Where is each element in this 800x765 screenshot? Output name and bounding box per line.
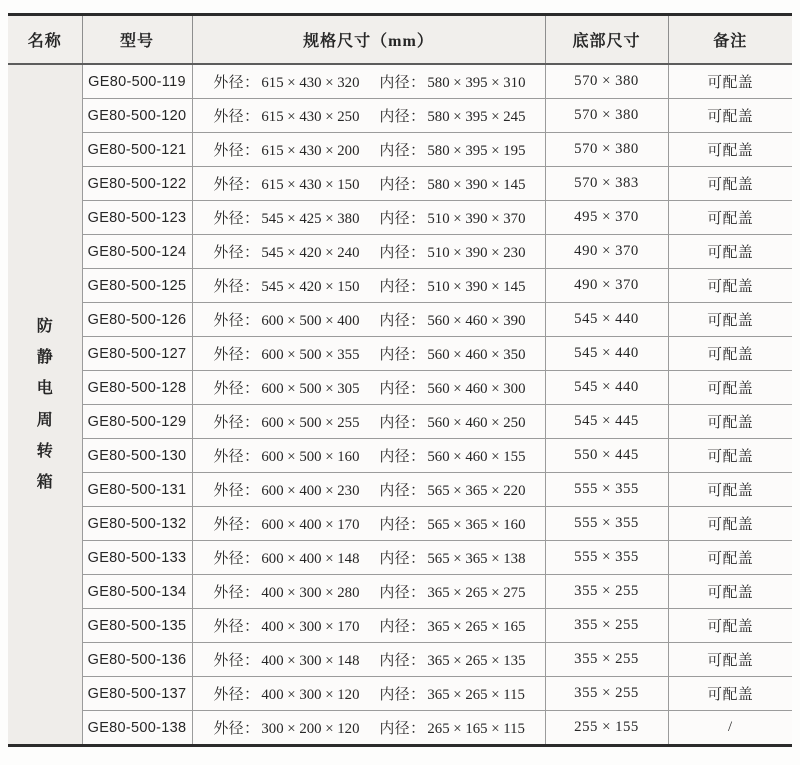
outer-dim-label: 外径：: [213, 177, 260, 193]
outer-dim-label: 外径：: [213, 211, 260, 227]
col-header-model: 型号: [82, 15, 192, 65]
table-row: [8, 303, 792, 337]
outer-dim-label: 外径：: [213, 313, 260, 329]
model-cell: GE80-500-128: [82, 371, 192, 405]
outer-dim-value: 400 × 300 × 170: [261, 619, 360, 635]
inner-dim-value: 580 × 390 × 145: [427, 177, 526, 193]
inner-dim-label: 内径：: [379, 381, 426, 397]
outer-dim-label: 外径：: [213, 483, 260, 499]
outer-dim-value: 615 × 430 × 200: [261, 143, 360, 159]
table-row: [8, 473, 792, 507]
outer-dim-value: 600 × 400 × 148: [261, 551, 360, 567]
inner-dim-value: 560 × 460 × 300: [427, 381, 526, 397]
inner-dim-value: 565 × 365 × 138: [427, 551, 526, 567]
inner-dim-label: 内径：: [379, 211, 426, 227]
outer-dim-value: 600 × 400 × 170: [261, 517, 360, 533]
outer-dim-value: 615 × 430 × 320: [261, 75, 360, 91]
table-row: [8, 677, 792, 711]
bottom-size-cell: 490 × 370: [545, 235, 668, 269]
inner-dim-value: 265 × 165 × 115: [427, 721, 525, 737]
inner-dim-label: 内径：: [379, 415, 426, 431]
model-cell: GE80-500-130: [82, 439, 192, 473]
inner-dim-label: 内径：: [379, 245, 426, 261]
bottom-size-cell: 490 × 370: [545, 269, 668, 303]
table-row: [8, 133, 792, 167]
inner-dim-value: 580 × 395 × 195: [427, 143, 526, 159]
outer-dim-value: 545 × 425 × 380: [261, 211, 360, 227]
table-row: [8, 201, 792, 235]
outer-dim-value: 545 × 420 × 150: [261, 279, 360, 295]
table-row: [8, 235, 792, 269]
inner-dim-value: 365 × 265 × 165: [427, 619, 526, 635]
model-cell: GE80-500-122: [82, 167, 192, 201]
inner-dim-label: 内径：: [379, 313, 426, 329]
outer-dim-value: 600 × 500 × 400: [261, 313, 360, 329]
inner-dim-value: 560 × 460 × 155: [427, 449, 526, 465]
model-cell: GE80-500-120: [82, 99, 192, 133]
inner-dim-value: 565 × 365 × 160: [427, 517, 526, 533]
inner-dim-label: 内径：: [379, 551, 426, 567]
note-cell: 可配盖: [668, 473, 792, 507]
inner-dim-label: 内径：: [379, 687, 426, 703]
table-row: [8, 643, 792, 677]
table-row: [8, 405, 792, 439]
inner-dim-label: 内径：: [379, 585, 426, 601]
table-row: [8, 371, 792, 405]
bottom-size-cell: 545 × 440: [545, 371, 668, 405]
note-cell: 可配盖: [668, 269, 792, 303]
bottom-size-cell: 555 × 355: [545, 507, 668, 541]
model-cell: GE80-500-137: [82, 677, 192, 711]
model-cell: GE80-500-119: [82, 64, 192, 99]
inner-dim-value: 365 × 265 × 135: [427, 653, 526, 669]
model-cell: GE80-500-124: [82, 235, 192, 269]
outer-dim-value: 600 × 500 × 255: [261, 415, 360, 431]
col-header-name: 名称: [8, 15, 82, 65]
inner-dim-label: 内径：: [379, 279, 426, 295]
table-row: [8, 609, 792, 643]
table-row: [8, 541, 792, 575]
model-cell: GE80-500-123: [82, 201, 192, 235]
header-row: [8, 15, 792, 65]
spec-cell: [192, 167, 545, 201]
note-cell: 可配盖: [668, 64, 792, 99]
inner-dim-value: 560 × 460 × 250: [427, 415, 526, 431]
inner-dim-value: 560 × 460 × 390: [427, 313, 526, 329]
spec-cell: [192, 64, 545, 99]
model-cell: GE80-500-126: [82, 303, 192, 337]
inner-dim-value: 510 × 390 × 370: [427, 211, 526, 227]
model-cell: GE80-500-138: [82, 711, 192, 746]
table-row: [8, 711, 792, 746]
outer-dim-value: 600 × 400 × 230: [261, 483, 360, 499]
spec-cell: [192, 439, 545, 473]
model-cell: GE80-500-127: [82, 337, 192, 371]
note-cell: 可配盖: [668, 541, 792, 575]
note-cell: 可配盖: [668, 677, 792, 711]
table-row: [8, 337, 792, 371]
table-row: [8, 167, 792, 201]
bottom-size-cell: 355 × 255: [545, 643, 668, 677]
inner-dim-value: 580 × 395 × 310: [427, 75, 526, 91]
note-cell: 可配盖: [668, 99, 792, 133]
outer-dim-label: 外径：: [213, 245, 260, 261]
inner-dim-value: 580 × 395 × 245: [427, 109, 526, 125]
bottom-size-cell: 550 × 445: [545, 439, 668, 473]
bottom-size-cell: 355 × 255: [545, 575, 668, 609]
outer-dim-label: 外径：: [213, 347, 260, 363]
table-row: [8, 439, 792, 473]
spec-cell: [192, 235, 545, 269]
spec-cell: [192, 507, 545, 541]
outer-dim-value: 600 × 500 × 305: [261, 381, 360, 397]
inner-dim-label: 内径：: [379, 483, 426, 499]
spec-cell: [192, 711, 545, 746]
spec-cell: [192, 575, 545, 609]
spec-cell: [192, 609, 545, 643]
outer-dim-value: 400 × 300 × 120: [261, 687, 360, 703]
note-cell: 可配盖: [668, 405, 792, 439]
outer-dim-label: 外径：: [213, 381, 260, 397]
inner-dim-label: 内径：: [379, 75, 426, 91]
inner-dim-label: 内径：: [379, 449, 426, 465]
col-header-spec: 规格尺寸（mm）: [192, 15, 545, 65]
col-header-bottom: 底部尺寸: [545, 15, 668, 65]
note-cell: 可配盖: [668, 337, 792, 371]
outer-dim-label: 外径：: [213, 687, 260, 703]
spec-cell: [192, 303, 545, 337]
note-cell: 可配盖: [668, 507, 792, 541]
note-cell: 可配盖: [668, 371, 792, 405]
spec-cell: [192, 473, 545, 507]
spec-cell: [192, 99, 545, 133]
model-cell: GE80-500-132: [82, 507, 192, 541]
table-body: [8, 64, 792, 746]
bottom-size-cell: 555 × 355: [545, 473, 668, 507]
outer-dim-value: 400 × 300 × 148: [261, 653, 360, 669]
bottom-size-cell: 495 × 370: [545, 201, 668, 235]
inner-dim-value: 565 × 365 × 220: [427, 483, 526, 499]
table-row: [8, 64, 792, 99]
bottom-size-cell: 355 × 255: [545, 609, 668, 643]
table-row: [8, 507, 792, 541]
outer-dim-value: 600 × 500 × 160: [261, 449, 360, 465]
inner-dim-label: 内径：: [379, 347, 426, 363]
note-cell: 可配盖: [668, 439, 792, 473]
outer-dim-label: 外径：: [213, 517, 260, 533]
model-cell: GE80-500-133: [82, 541, 192, 575]
note-cell: 可配盖: [668, 609, 792, 643]
category-vertical-label: 防静电周转箱: [36, 317, 53, 491]
outer-dim-value: 615 × 430 × 150: [261, 177, 360, 193]
outer-dim-label: 外径：: [213, 721, 260, 737]
spec-cell: [192, 643, 545, 677]
inner-dim-label: 内径：: [379, 143, 426, 159]
col-header-note: 备注: [668, 15, 792, 65]
spec-cell: [192, 337, 545, 371]
inner-dim-label: 内径：: [379, 721, 426, 737]
bottom-size-cell: 570 × 383: [545, 167, 668, 201]
bottom-size-cell: 570 × 380: [545, 99, 668, 133]
inner-dim-value: 365 × 265 × 275: [427, 585, 526, 601]
inner-dim-label: 内径：: [379, 619, 426, 635]
inner-dim-value: 560 × 460 × 350: [427, 347, 526, 363]
note-cell: 可配盖: [668, 303, 792, 337]
bottom-size-cell: 255 × 155: [545, 711, 668, 746]
model-cell: GE80-500-131: [82, 473, 192, 507]
bottom-size-cell: 545 × 440: [545, 303, 668, 337]
model-cell: GE80-500-129: [82, 405, 192, 439]
category-cell: [8, 64, 82, 746]
table-row: [8, 99, 792, 133]
outer-dim-label: 外径：: [213, 551, 260, 567]
inner-dim-label: 内径：: [379, 177, 426, 193]
outer-dim-label: 外径：: [213, 75, 260, 91]
spec-cell: [192, 133, 545, 167]
outer-dim-value: 300 × 200 × 120: [261, 721, 360, 737]
inner-dim-value: 365 × 265 × 115: [427, 687, 525, 703]
inner-dim-label: 内径：: [379, 109, 426, 125]
note-cell: 可配盖: [668, 235, 792, 269]
inner-dim-label: 内径：: [379, 517, 426, 533]
model-cell: GE80-500-134: [82, 575, 192, 609]
outer-dim-value: 615 × 430 × 250: [261, 109, 360, 125]
inner-dim-value: 510 × 390 × 145: [427, 279, 526, 295]
outer-dim-label: 外径：: [213, 143, 260, 159]
outer-dim-label: 外径：: [213, 279, 260, 295]
product-spec-table: [8, 13, 792, 747]
inner-dim-value: 510 × 390 × 230: [427, 245, 526, 261]
spec-cell: [192, 201, 545, 235]
spec-cell: [192, 269, 545, 303]
outer-dim-value: 400 × 300 × 280: [261, 585, 360, 601]
inner-dim-label: 内径：: [379, 653, 426, 669]
outer-dim-label: 外径：: [213, 585, 260, 601]
spec-cell: [192, 371, 545, 405]
note-cell: 可配盖: [668, 643, 792, 677]
note-cell: 可配盖: [668, 201, 792, 235]
bottom-size-cell: 570 × 380: [545, 133, 668, 167]
spec-cell: [192, 677, 545, 711]
note-cell: /: [668, 711, 792, 746]
bottom-size-cell: 545 × 440: [545, 337, 668, 371]
table-row: [8, 575, 792, 609]
model-cell: GE80-500-136: [82, 643, 192, 677]
outer-dim-label: 外径：: [213, 619, 260, 635]
model-cell: GE80-500-135: [82, 609, 192, 643]
outer-dim-label: 外径：: [213, 109, 260, 125]
spec-cell: [192, 405, 545, 439]
note-cell: 可配盖: [668, 133, 792, 167]
bottom-size-cell: 545 × 445: [545, 405, 668, 439]
outer-dim-label: 外径：: [213, 449, 260, 465]
outer-dim-label: 外径：: [213, 415, 260, 431]
bottom-size-cell: 355 × 255: [545, 677, 668, 711]
spec-cell: [192, 541, 545, 575]
bottom-size-cell: 555 × 355: [545, 541, 668, 575]
note-cell: 可配盖: [668, 167, 792, 201]
outer-dim-value: 545 × 420 × 240: [261, 245, 360, 261]
note-cell: 可配盖: [668, 575, 792, 609]
model-cell: GE80-500-121: [82, 133, 192, 167]
outer-dim-label: 外径：: [213, 653, 260, 669]
bottom-size-cell: 570 × 380: [545, 64, 668, 99]
table-row: [8, 269, 792, 303]
model-cell: GE80-500-125: [82, 269, 192, 303]
outer-dim-value: 600 × 500 × 355: [261, 347, 360, 363]
